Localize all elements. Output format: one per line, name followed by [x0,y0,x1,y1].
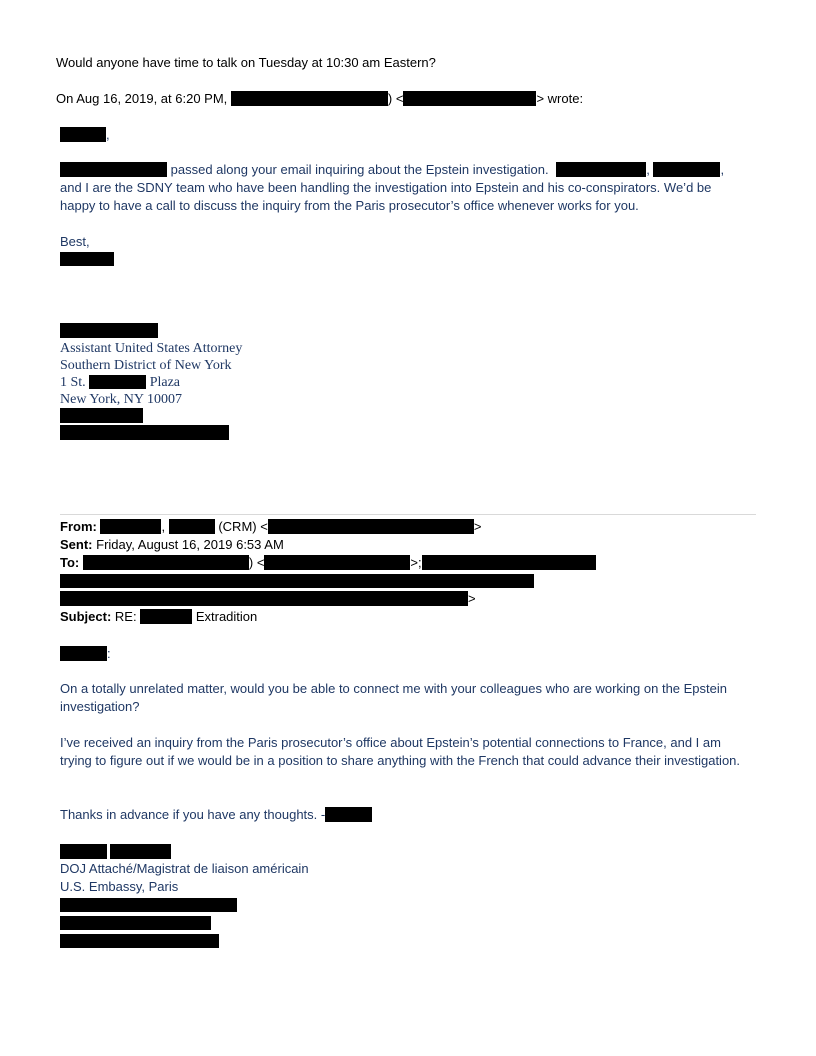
sdny-closing: Best, [60,234,90,249]
subject-label: Subject: [60,609,112,624]
quote-mid: ) < [387,91,404,106]
from-row [60,518,481,536]
redaction [653,162,720,177]
subject-prefix: RE: [114,609,137,624]
thanks-text: Thanks in advance if you have any thoughts. - [60,807,326,822]
to-row [60,554,596,572]
signature-city: New York, NY 10007 [60,392,182,407]
sent-label: Sent: [60,537,93,552]
redaction [100,519,161,534]
doj-signature-location: U.S. Embassy, Paris [60,879,179,894]
redaction [60,916,211,930]
doj-para1: On a totally unrelated matter, would you be able to connect me with your colleagues who are working on the Epstein investigation? [60,681,727,714]
redaction [169,519,215,534]
sent-row [60,536,284,554]
from-label: From: [60,519,97,534]
redaction [403,91,536,106]
greeting-colon: : [107,646,111,661]
redaction [231,91,388,106]
redaction [60,323,158,338]
para1-part1: passed along your email inquiring about the Epstein investigation. [170,162,549,177]
doj-signature-title: DOJ Attaché/Magistrat de liaison américain [60,861,309,876]
quote-prefix: On Aug 16, 2019, at 6:20 PM, [56,91,231,106]
redaction [140,609,192,624]
divider [60,514,756,515]
redaction [60,408,143,423]
signature-street [60,374,180,391]
signature-office: Southern District of New York [60,358,232,373]
redaction [268,519,474,534]
sdny-para1-line2: and I are the SDNY team who have been handling the investigation into Epstein and his co-conspirators. We’d be [60,180,712,195]
cc-row [60,590,476,608]
redaction [60,844,107,859]
sent-value: Friday, August 16, 2019 6:53 AM [96,537,284,552]
redaction [60,252,114,266]
redaction [60,162,167,177]
redaction [60,898,237,912]
sdny-para1-line1 [60,161,724,179]
redaction [60,646,107,661]
redaction [60,574,534,588]
redaction [556,162,646,177]
sdny-greeting [60,126,110,144]
para1-sep: , [720,162,725,177]
cc-end: > [468,591,476,606]
to-label: To: [60,555,80,570]
redaction [60,591,468,606]
redaction [60,425,229,440]
doj-para2: I’ve received an inquiry from the Paris prosecutor’s office about Epstein’s potential connections to France, and I am trying to figure out if we would be in a position to share anything with the French that could advance their investigation. [60,735,741,768]
redaction [60,127,106,142]
doj-greeting [60,645,111,663]
from-sep: , [161,519,166,534]
street-prefix: 1 St. [60,375,86,390]
greeting-comma: , [106,127,110,142]
sdny-para1-line3: happy to have a call to discuss the inquiry from the Paris prosecutor’s office whenever works for you. [60,198,639,213]
redaction [83,555,249,570]
para1-sep: , [646,162,650,177]
redaction [110,844,171,859]
from-end: > [473,519,482,534]
signature-title: Assistant United States Attorney [60,341,243,356]
quote-suffix: > wrote: [536,91,584,106]
redaction [264,555,410,570]
from-org: (CRM) < [218,519,268,534]
street-suffix: Plaza [149,375,181,390]
doj-para3 [60,806,372,824]
reply-text: Would anyone have time to talk on Tuesday at 10:30 am Eastern? [56,55,436,70]
subject-row [60,608,257,626]
redaction [325,807,372,822]
subject-suffix: Extradition [195,609,258,624]
to-end: >; [410,555,422,570]
to-mid: ) < [248,555,265,570]
redaction [60,934,219,948]
redaction [89,375,146,389]
redaction [422,555,596,570]
quote-header [56,90,583,108]
